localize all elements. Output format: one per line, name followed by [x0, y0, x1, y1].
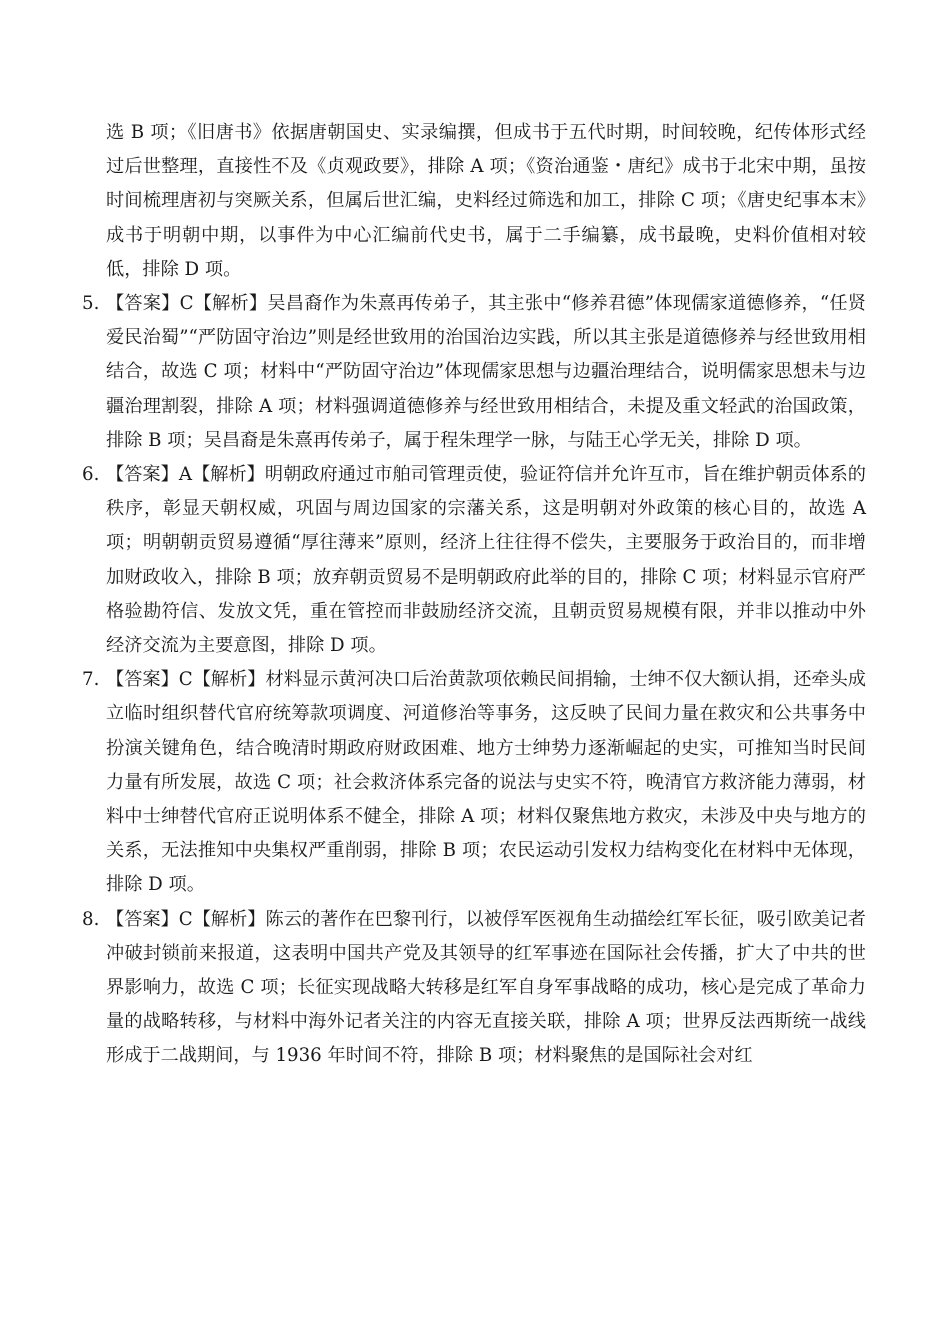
- item-text: 【答案】C【解析】材料显示黄河决口后治黄款项依赖民间捐输，士绅不仅大额认捐，还牵头成立临时组织替代官府统筹款项调度、河道修治等事务，这反映了民间力量在救灾和公共事务中扮演关键角色，结合晚清时期政府财政困难、地方士绅势力逐渐崛起的史实，可推知当时民间力量有所发展，故选 C 项；社会救济体系完备的说法与史实不符，晚清官方救济能力薄弱，材料中士绅替代官府正说明体系不健全，排除 A 项；材料仅聚焦地方救灾，未涉及中央与地方的关系，无法推知中央集权严重削弱，排除 B 项；农民运动引发权力结构变化在材料中无体现，排除 D 项。: [106, 669, 866, 896]
- item-text: 选 B 项；《旧唐书》依据唐朝国史、实录编撰，但成书于五代时期，时间较晚，纪传体形式经过后世整理，直接性不及《贞观政要》，排除 A 项；《资治通鉴・唐纪》成书于北宋中期，虽按时间梳理唐初与突厥关系，但属后世汇编，史料经过筛选和加工，排除 C 项；《唐史纪事本末》成书于明朝中期，以事件为中心汇编前代史书，属于二手编纂，成书最晚，史料价值相对较低，排除 D 项。: [106, 122, 866, 280]
- list-item: [82, 903, 866, 1074]
- item-text: 【答案】C【解析】吴昌裔作为朱熹再传弟子，其主张中“修养君德”体现儒家道德修养，“任贤爱民治蜀”“严防固守治边”则是经世致用的治国治边实践，所以其主张是道德修养与经世致用相结合，故选 C 项；材料中“严防固守治边”体现儒家思想与边疆治理结合，说明儒家思想未与边疆治理割裂，排除 A 项；材料强调道德修养与经世致用相结合，未提及重文轻武的治国政策，排除 B 项；吴昌裔是朱熹再传弟子，属于程朱理学一脉，与陆王心学无关，排除 D 项。: [106, 293, 866, 451]
- item-number: 8.: [82, 908, 100, 930]
- item-text: 【答案】A【解析】明朝政府通过市舶司管理贡使，验证符信并允许互市，旨在维护朝贡体系的秩序，彰显天朝权威，巩固与周边国家的宗藩关系，这是明朝对外政策的核心目的，故选 A 项；明朝朝贡贸易遵循“厚往薄来”原则，经济上往往得不偿失，主要服务于政治目的，而非增加财政收入，排除 B 项；放弃朝贡贸易不是明朝政府此举的目的，排除 C 项；材料显示官府严格验勘符信、发放文凭，重在管控而非鼓励经济交流，且朝贡贸易规模有限，并非以推动中外经济交流为主要意图，排除 D 项。: [106, 464, 866, 657]
- item-text: 【答案】C【解析】陈云的著作在巴黎刊行，以被俘军医视角生动描绘红军长征，吸引欧美记者冲破封锁前来报道，这表明中国共产党及其领导的红军事迹在国际社会传播，扩大了中共的世界影响力，故选 C 项；长征实现战略大转移是红军自身军事战略的成功，核心是完成了革命力量的战略转移，与材料中海外记者关注的内容无直接关联，排除 A 项；世界反法西斯统一战线形成于二战期间，与 1936 年时间不符，排除 B 项；材料聚焦的是国际社会对红: [106, 908, 866, 1067]
- list-item: [82, 287, 866, 458]
- item-number: 6.: [82, 464, 100, 486]
- item-number: 7.: [82, 669, 100, 691]
- answer-explanations: [82, 116, 866, 1074]
- item-number: 5.: [82, 293, 100, 315]
- list-item: [82, 116, 866, 287]
- list-item: [82, 663, 866, 902]
- list-item: [82, 458, 866, 663]
